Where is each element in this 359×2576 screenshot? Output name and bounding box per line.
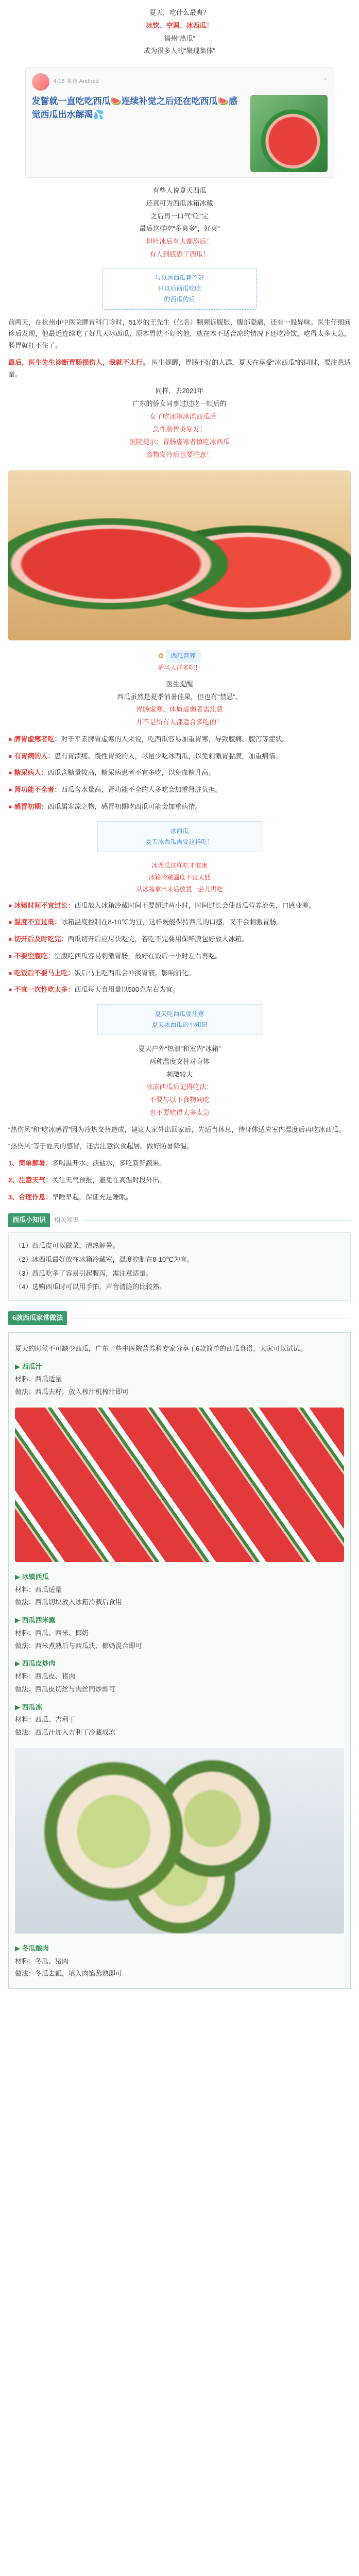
- item-text: 关注天气预报，避免在高温时段外出。: [52, 1176, 166, 1184]
- cta-box: [97, 821, 262, 852]
- card-meta: 4-16 来自 Android: [53, 78, 99, 85]
- text-line: 食物发冷后也要注意！: [146, 451, 213, 459]
- text-line: 还真可为西瓜冰箱冰藏: [146, 199, 213, 207]
- item-key: ● 有胃病的人：: [8, 752, 55, 760]
- list-item: [8, 984, 351, 996]
- recipe-line: 做法：西米煮熟后与西瓜块、椰奶混合即可: [15, 1641, 143, 1650]
- cta-line: 冰西瓜: [170, 827, 189, 835]
- tip-line: （4）选购西瓜时可以用手拍，声音清脆的比较熟。: [15, 1283, 166, 1291]
- text-line: 广东的侨女同事过过吃一顿后的: [132, 400, 227, 408]
- text-line: 同样，去2021年: [155, 387, 204, 395]
- item-text: 早睡早起，保证充足睡眠。: [52, 1193, 133, 1201]
- section-sub: 相关知识: [54, 1216, 79, 1224]
- card-body: [32, 95, 328, 172]
- item-key: ● 切开后及时吃完：: [8, 935, 68, 943]
- text-line: 胃肠虚寒、体质虚弱者需注意: [135, 705, 223, 714]
- highlight: 最后，医生先生诊断胃肠损伤人，我就不太行。: [8, 358, 150, 366]
- recipe-title: ▶ 西瓜冻: [15, 1703, 42, 1711]
- item-key: ● 不宜一次性吃太多：: [8, 986, 75, 994]
- text-line: 冰冻西瓜后记得吃法：: [146, 1083, 213, 1091]
- paragraph: “热伤风”和“吃冰感冒”因为冷热交替造成，建议大家外出回家后，先适当休息，待身体适应室内温度后再吃冰西瓜。: [8, 1125, 346, 1133]
- text-line: 急性肠胃炎复发！: [152, 425, 207, 433]
- callout-line: 与以冰西瓜算不好: [155, 274, 204, 281]
- intro-line: 福州“热瓜”: [164, 34, 195, 42]
- mid-section: [8, 385, 351, 461]
- item-text: 西瓜放入冰箱冷藏时间不要超过两小时，时间过长会使西瓜营养流失，口感变差。: [74, 901, 316, 909]
- text-line: 不要与以下食物同吃: [149, 1096, 210, 1104]
- item-text: 空腹吃西瓜容易刺激胃肠，最好在饭后一小时左右再吃。: [54, 952, 222, 960]
- watermelon-image: [250, 95, 328, 172]
- section-banner: [8, 1213, 351, 1227]
- item-key: ● 肾功能不全者：: [8, 786, 61, 793]
- paragraph-text: 医生提醒，胃肠不好的人群，夏天在享受“冰西瓜”的同时，要注意适量。: [8, 358, 351, 378]
- tip-line: （1）西瓜皮可以做菜，清热解暑。: [15, 1242, 119, 1249]
- paragraph: “热伤风”等于夏天的感冒，还需注意饮食起居，做好防暑降温。: [8, 1142, 194, 1150]
- item-text: 饭后马上吃西瓜会冲淡胃液，影响消化。: [74, 969, 195, 977]
- intro-line: 夏天，吃什么最爽？: [149, 9, 210, 16]
- item-key: ● 温度不宜过低：: [8, 918, 61, 926]
- text-line: 有些人说夏天西瓜: [152, 187, 207, 194]
- recipe-intro: 夏天的时候不可缺少西瓜，广东一些中医院营养科专家分享了6款简单的西瓜食谱，大家可以试试。: [15, 1344, 307, 1352]
- after-card: [8, 185, 351, 261]
- recipe-title: ▶ 西瓜西米露: [15, 1616, 56, 1624]
- card-header: [32, 73, 328, 91]
- text-line: 有人到底恐了西瓜！: [149, 250, 210, 258]
- item-text: 西瓜属寒凉之物，感冒初期吃西瓜可能会加重病情。: [47, 802, 202, 810]
- text-line: 冰箱冷藏温度不宜太低: [148, 873, 211, 881]
- list-3: [8, 1158, 351, 1203]
- section-divider: [83, 1220, 351, 1221]
- recipe-title: ▶ 西瓜皮炒肉: [15, 1659, 56, 1668]
- section-banner: [8, 1311, 351, 1325]
- list-item: [8, 951, 351, 962]
- watermelon-photo: [8, 470, 351, 640]
- item-text: 西瓜每天食用量以500克左右为宜。: [74, 986, 180, 994]
- recipe-line: 材料：西瓜、西米、椰奶: [15, 1629, 89, 1637]
- section-tag: [8, 650, 351, 673]
- item-text: 对于平素脾胃虚寒的人来说，吃西瓜容易加重胃寒，导致腹痛、腹泻等症状。: [61, 735, 289, 743]
- text-line: 冰西瓜这样吃才健康: [151, 861, 208, 869]
- item-key: 3、合理作息：: [8, 1193, 53, 1201]
- recipe-line: 做法：西瓜皮切丝与肉丝同炒即可: [15, 1685, 116, 1693]
- weibo-card[interactable]: [25, 67, 334, 178]
- tips-box: [8, 1232, 351, 1301]
- text-line: 从冰箱拿出来后放置一会儿再吃: [136, 885, 223, 893]
- text-line: 并不是所有人都适合多吃的！: [135, 718, 223, 726]
- cta-2-center: [8, 1043, 351, 1119]
- intro: [8, 0, 351, 62]
- item-text: 西瓜含糖量较高，糖尿病患者不宜多吃，以免血糖升高。: [47, 769, 215, 777]
- item-key: ● 糖尿病人：: [8, 769, 48, 777]
- list-item: [8, 1158, 351, 1170]
- recipe-title: ▶ 西瓜汁: [15, 1362, 42, 1370]
- list-item: [8, 1175, 351, 1187]
- more-icon[interactable]: ⌄: [322, 74, 329, 81]
- watermelon-intro: [8, 679, 351, 728]
- tag-sub: 适当人群多吃！: [158, 664, 201, 671]
- text-line: 夏天户外“热浪”和室内“冰箱”: [138, 1045, 221, 1053]
- recipe-line: 做法：西瓜去籽，放入榨汁机榨汁即可: [15, 1388, 129, 1396]
- text-line: 西瓜虽然是夏季消暑佳果，但也有“禁忌”。: [117, 692, 242, 701]
- item-key: 2、注意天气：: [8, 1176, 53, 1184]
- recipe-title: ▶ 冬瓜酿肉: [15, 1944, 49, 1952]
- text-line: 之后再一口气“吃”完: [150, 212, 209, 220]
- cta-line: 夏天冰西瓜需要这样吃！: [145, 838, 214, 845]
- paragraph: [8, 357, 351, 381]
- text-line: 刺激较大: [166, 1070, 193, 1078]
- recipe-title: ▶ 冰镇西瓜: [15, 1572, 49, 1581]
- text-line: 一女子吃冰箱冰冻西瓜后: [142, 412, 216, 420]
- item-text: 冰箱温度控制在8-10℃为宜，这样既能保持西瓜的口感，又不会刺激胃肠。: [61, 918, 283, 926]
- list-item: [8, 751, 351, 762]
- cta-line: 夏天吃西瓜要注意: [155, 1010, 204, 1018]
- text-line: 但吐冰后有人都恐后！: [146, 238, 213, 245]
- item-text: 西瓜含水量高，肾功能不全的人多吃会加重肾脏负担。: [61, 786, 222, 793]
- callout-line: 只以后西瓜吃吃: [158, 284, 201, 292]
- text-line: 医生提醒: [166, 680, 193, 688]
- tag-pill: 西瓜营养: [166, 650, 201, 663]
- list-item: [8, 968, 351, 979]
- recipe-line: 做法：西瓜汁加入吉利丁冷藏成冻: [15, 1728, 116, 1736]
- recipes-box: [8, 1332, 351, 1989]
- paragraph: 前两天，在杭州市中医院脾胃科门诊时，51岁的王先生（化名）频频诉腹胀，腹部隐痛，还有一股异味。医生仔细问诊后发现，他最近连续吃了好几天冰西瓜，原本胃就不好的他，就在本不适合凉的情况下还吃冷饮，吃得太多太急，肠胃就扛不住了。: [8, 318, 351, 349]
- item-key: ● 冰镇时间不宜过长：: [8, 901, 75, 909]
- item-text: 多喝温开水、淡盐水，多吃新鲜蔬果。: [52, 1159, 166, 1167]
- recipe-line: 材料：冬瓜、猪肉: [15, 1957, 69, 1965]
- intro-line: 冰饮、空调、冰西瓜！: [146, 21, 213, 29]
- cta-red: [8, 860, 351, 895]
- list-item: [8, 1192, 351, 1204]
- list-2: [8, 900, 351, 996]
- list-item: [8, 900, 351, 912]
- item-key: ● 脾胃虚寒者吃：: [8, 735, 61, 743]
- cta-box: [97, 1004, 262, 1035]
- list-item: [8, 801, 351, 813]
- text-line: 最后这样吃“多爽多”，好爽”: [139, 225, 220, 233]
- recipe-line: 做法：冬瓜去瓤，填入肉馅蒸熟即可: [15, 1970, 123, 1978]
- avatar: [32, 73, 49, 91]
- text-line: 医院提示：胃肠虚寒者慎吃冰西瓜: [129, 438, 230, 446]
- item-key: ● 不要空腹吃：: [8, 952, 55, 960]
- intro-line: 成为很多人的“聚现集体”: [144, 47, 215, 55]
- list-item: [8, 934, 351, 945]
- item-key: ● 感冒初期：: [8, 802, 48, 810]
- item-key: ● 吃饭后不要马上吃：: [8, 969, 75, 977]
- item-text: 西瓜切开后应尽快吃完，若吃不完要用保鲜膜包好放入冰箱。: [67, 935, 249, 943]
- list-1: [8, 734, 351, 813]
- dashed-callout: [102, 268, 257, 310]
- recipe-line: 材料：西瓜适量: [15, 1375, 62, 1383]
- recipe-line: 材料：西瓜皮、猪肉: [15, 1672, 76, 1680]
- item-key: 1、简单解暑：: [8, 1159, 53, 1167]
- list-item: [8, 784, 351, 796]
- tip-line: （2）冰西瓜最好放在冰箱冷藏室，温度控制在8-10℃为宜。: [15, 1255, 194, 1263]
- watermelon-slices-photo: [15, 1408, 344, 1562]
- list-item: [8, 917, 351, 928]
- recipe-line: 材料：西瓜、吉利丁: [15, 1716, 76, 1724]
- cta-line: 夏天冰西瓜的小知识: [151, 1021, 208, 1028]
- stuffed-melon-photo: [15, 1748, 344, 1934]
- card-text: 发誓就一直吃吃西瓜🍉连续补觉之后还在吃西瓜🍉感觉西瓜出水解渴💦: [31, 96, 237, 120]
- tip-line: （3）西瓜吃多了容易引起腹泻，需注意适量。: [15, 1269, 153, 1277]
- flower-icon: ✿: [158, 651, 164, 659]
- recipe-line: 材料：西瓜适量: [15, 1585, 62, 1594]
- item-text: 患有胃溃疡、慢性胃炎的人，尽量少吃冰西瓜，以免刺激胃黏膜，加重病情。: [54, 752, 282, 760]
- text-line: 也不要吃得太多太急: [149, 1108, 210, 1116]
- callout-line: 的西瓜的后: [164, 295, 195, 303]
- recipe-line: 做法：西瓜切块放入冰箱冷藏后食用: [15, 1598, 123, 1606]
- text-line: 两种温度交替对身体: [149, 1057, 210, 1065]
- list-item: [8, 734, 351, 745]
- section-label: 6款西瓜家常做法: [8, 1311, 67, 1325]
- section-label: 西瓜小知识: [8, 1213, 50, 1227]
- list-item: [8, 767, 351, 779]
